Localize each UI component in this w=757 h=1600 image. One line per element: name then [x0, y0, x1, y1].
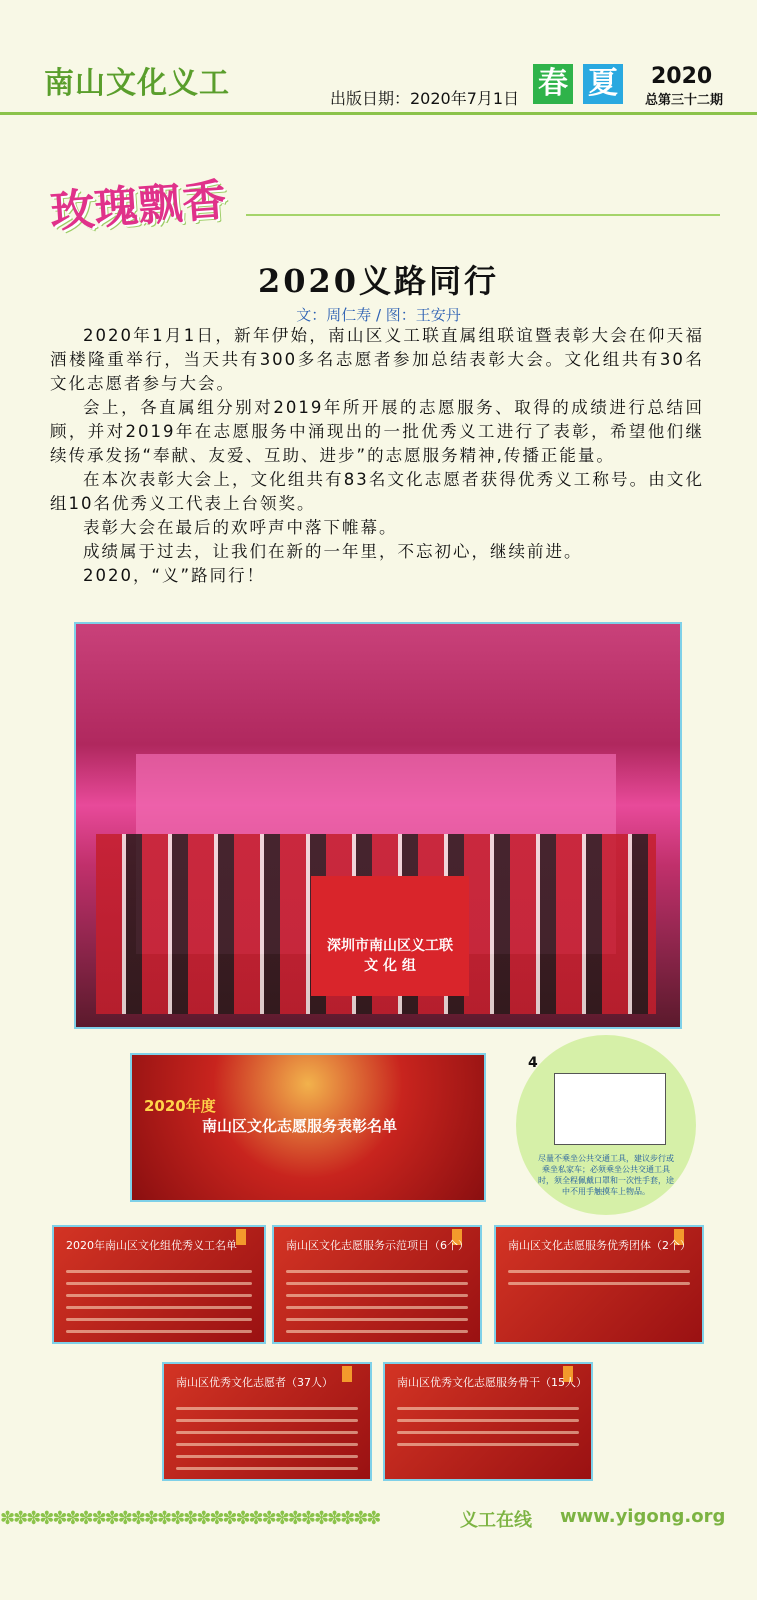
paragraph: 在本次表彰大会上，文化组共有83名文化志愿者获得优秀义工称号。由文化组10名优秀义工代表上台领奖。 — [50, 470, 704, 513]
tip-caption: 尽量不乘坐公共交通工具，建议步行或乘坐私家车；必须乘坐公共交通工具时，须全程佩戴口罩和一次性手套，途中不用手触摸车上物品。 — [538, 1154, 674, 1196]
paragraph: 表彰大会在最后的欢呼声中落下帷幕。 — [83, 518, 398, 537]
team-banner — [311, 876, 469, 996]
banner-line: 文 化 组 — [364, 958, 416, 974]
list-slide-card — [162, 1362, 372, 1481]
award-slide-image — [130, 1053, 486, 1202]
card-title: 南山区优秀文化志愿服务骨干（15人） — [397, 1376, 587, 1389]
group-photo — [74, 622, 682, 1029]
card-title: 南山区文化志愿服务示范项目（6个） — [286, 1239, 469, 1252]
list-slide-card — [52, 1225, 266, 1344]
banner-line: 深圳市南山区义工联 — [327, 938, 453, 954]
card-tab — [236, 1229, 246, 1245]
section-divider — [246, 214, 720, 216]
card-text-lines — [176, 1398, 358, 1479]
card-text-lines — [286, 1261, 468, 1342]
header-divider — [0, 112, 757, 115]
bus-car-drawing — [554, 1073, 666, 1145]
footer-slogan: 义工在线 — [460, 1510, 532, 1531]
article-body — [50, 324, 704, 588]
slide-title: 南山区文化志愿服务表彰名单 — [202, 1117, 398, 1135]
card-tab — [342, 1366, 352, 1382]
section-title: 玫瑰飘香 — [48, 174, 228, 239]
paragraph: 2020年1月1日，新年伊始，南山区义工联直属组联谊暨表彰大会在仰天福酒楼隆重举行，当天共有300多名志愿者参加总结表彰大会。文化组共有30名文化志愿者参与大会。 — [50, 326, 704, 393]
slide-year: 2020年度 — [144, 1097, 216, 1115]
list-slide-card — [383, 1362, 593, 1481]
publish-date: 出版日期：2020年7月1日 — [330, 89, 520, 108]
card-text-lines — [66, 1261, 252, 1342]
newsletter-logo: 南山文化义工 — [44, 66, 230, 101]
card-text-lines — [508, 1261, 690, 1294]
card-title: 南山区文化志愿服务优秀团体（2个） — [508, 1239, 691, 1252]
list-slide-card — [494, 1225, 704, 1344]
list-slide-card — [272, 1225, 482, 1344]
card-title: 2020年南山区文化组优秀义工名单 — [66, 1239, 237, 1252]
season-spring-badge: 春 — [533, 64, 573, 104]
issue-year: 2020 — [651, 64, 713, 89]
card-title: 南山区优秀文化志愿者（37人） — [176, 1376, 333, 1389]
card-text-lines — [397, 1398, 579, 1455]
tip-illustration — [516, 1035, 696, 1215]
paragraph: 会上，各直属组分别对2019年所开展的志愿服务、取得的成绩进行总结回顾，并对2019年在志愿服务中涌现出的一批优秀义工进行了表彰，希望他们继续传承发扬“奉献、友爱、互助、进步”的志愿服务精神,传播正能量。 — [50, 398, 704, 465]
issue-number: 总第三十二期 — [645, 93, 724, 108]
season-summer-badge: 夏 — [583, 64, 623, 104]
paragraph: 2020，“义”路同行！ — [83, 566, 266, 585]
footer-url[interactable]: www.yigong.org — [560, 1506, 726, 1527]
tip-number: 4 — [528, 1055, 538, 1071]
article-byline: 文：周仁寿 / 图：王安丹 — [296, 306, 461, 324]
paragraph: 成绩属于过去，让我们在新的一年里，不忘初心，继续前进。 — [83, 542, 583, 561]
article-title: 2020义路同行 — [257, 262, 500, 300]
people-chain-decoration: ✽✽✽✽✽✽✽✽✽✽✽✽✽✽✽✽✽✽✽✽✽✽✽✽✽✽✽✽✽ — [0, 1508, 380, 1529]
